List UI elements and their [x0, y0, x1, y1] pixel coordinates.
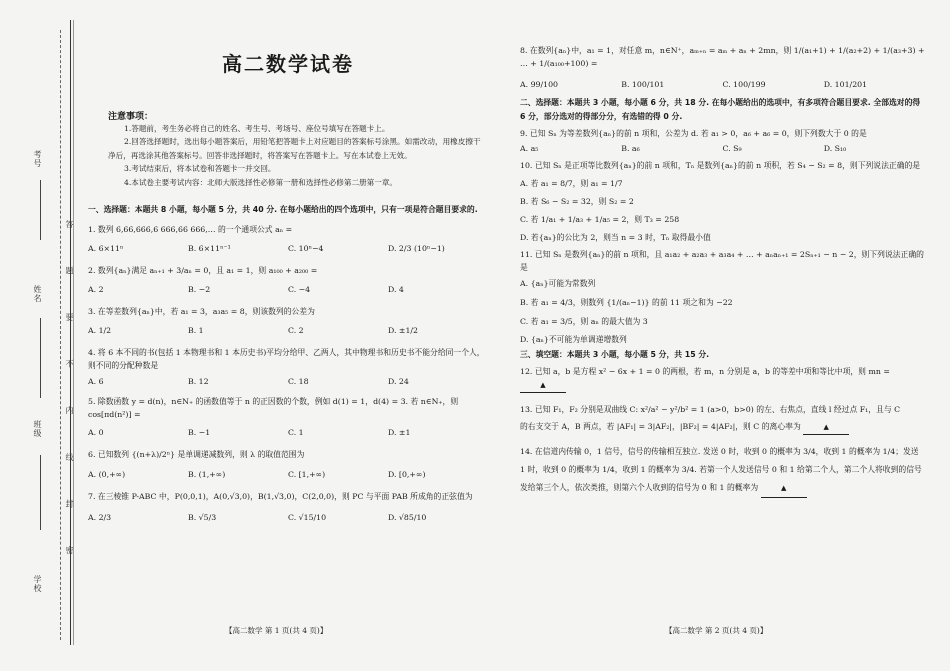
question-4: 4. 将 6 本不同的书(包括 1 本物理书和 1 本历史书)平均分给甲、乙两人，其中物理书和历史书不能分给同一个人，则不同的分配种数是	[88, 348, 485, 371]
option: A. 1/2	[88, 326, 112, 336]
options-4	[88, 375, 488, 389]
question-7: 7. 在三棱锥 P-ABC 中，P(0,0,1)，A(0,√3,0)，B(1,√3,0)，C(2,0,0)，则 PC 与平面 PAB 所成角的正弦值为	[88, 492, 473, 502]
options-2	[88, 283, 488, 297]
option: A. a₅	[520, 144, 539, 153]
option: B. −1	[188, 428, 211, 438]
option: C. 2	[288, 326, 304, 336]
page-footer-2: 【高二数学 第 2 页(共 4 页)】	[665, 626, 768, 635]
option: C. S₉	[722, 144, 742, 153]
side-label-xingming: 姓名	[33, 285, 42, 303]
options-7	[88, 511, 488, 525]
option: D. 4	[388, 285, 404, 295]
note-item: 3.考试结束后，将本试卷和答题卡一并交回。	[124, 164, 276, 174]
options-5	[88, 426, 488, 440]
option: D. 101/201	[823, 80, 868, 89]
option: C. 若 1/a₁ + 1/a₃ + 1/a₅ = 2，则 T₃ = 258	[520, 215, 680, 224]
option: C. 1	[288, 428, 304, 438]
option: B. √5/3	[188, 513, 217, 523]
option: D. 2/3 (10ⁿ−1)	[388, 244, 445, 254]
option: B. −2	[188, 285, 211, 295]
answer-blank: ▲	[803, 421, 849, 435]
question-8: 8. 在数列{aₙ}中，a₁ = 1，对任意 m，n∈N⁺，aₘ₊ₙ = aₘ + aₙ + 2mn，则 1/(a₁+1) + 1/(a₂+2) + 1/(a₃+3) + … + 1/(a₁₀₀+100) =	[520, 46, 925, 68]
page-footer-1: 【高二数学 第 1 页(共 4 页)】	[225, 626, 328, 635]
option: D. 24	[388, 377, 409, 387]
left-column	[88, 20, 488, 525]
option: A. 6	[88, 377, 104, 387]
option: B. 1	[188, 326, 204, 336]
options-8	[520, 78, 925, 92]
question-13	[520, 403, 925, 416]
right-column	[520, 20, 925, 498]
question-14-text: 14. 在信道内传输 0，1 信号，信号的传输相互独立. 发送 0 时，收到 0 的概率为 3/4，收到 1 的概率为 1/4；发送 1 时，收到 0 的概率为 1/4，收到 1 的概率为 3/4. 若第一个人发送信号 0 和 1 给第二个人，第二个人将收到的信号发给第三个人，依次类推，则第六个人收到的信号为 0 和 1 的概率为	[520, 447, 922, 492]
option: D. {aₙ}不可能为单调递增数列	[520, 335, 627, 344]
option: A. {aₙ}可能为常数列	[520, 279, 596, 288]
option: C. 10ⁿ−4	[288, 244, 324, 254]
option: B. a₆	[621, 144, 640, 153]
option: D. ±1	[388, 428, 411, 438]
answer-blank: ▲	[520, 379, 566, 393]
option: C. 若 a₁ = 3/5，则 aₙ 的最大值为 3	[520, 317, 648, 326]
option: A. 若 a₁ = 8/7，则 a₁ = 1/7	[520, 179, 623, 188]
option: D. √85/10	[388, 513, 427, 523]
section-heading-1: 一、选择题：本题共 8 小题，每小题 5 分，共 40 分. 在每小题给出的四个选项中，只有一项是符合题目要求的.	[88, 205, 478, 215]
question-10: 10. 已知 Sₙ 是正项等比数列{aₙ}的前 n 项和，Tₙ 是数列{aₙ}的前 n 项积，若 S₄ − S₂ = 8，则下列说法正确的是	[520, 161, 921, 170]
options-3	[88, 324, 488, 338]
question-11: 11. 已知 Sₙ 是数列{aₙ}的前 n 项和，且 a₁a₂ + a₂a₃ + a₃a₄ + … + aₙaₙ₊₁ = 2Sₙ₊₁ − n − 2，则下列说法正确的是	[520, 250, 924, 272]
side-label-kaohao: 考号	[33, 150, 42, 168]
notes-heading: 注意事项：	[108, 112, 154, 122]
option: A. 2/3	[88, 513, 112, 523]
question-14	[520, 443, 925, 498]
question-9: 9. 已知 Sₙ 为等差数列{aₙ}的前 n 项和，公差为 d. 若 a₁ > 0，a₆ + a₆ = 0，则下列数大于 0 的是	[520, 129, 867, 138]
question-1: 1. 数列 6,66,666,6 666,66 666,… 的一个通项公式 aₙ =	[88, 225, 293, 235]
option: C. 18	[288, 377, 309, 387]
question-13-text: 13. 已知 F₁，F₂ 分别是双曲线 C: x²/a² − y²/b² = 1 (a>0，b>0) 的左、右焦点，直线 l 经过点 F₁，且与 C	[520, 405, 901, 414]
note-item: 2.回答选择题时，选出每小题答案后，用铅笔把答题卡上对应题目的答案标号涂黑。如需改动，用橡皮擦干净后，再选涂其他答案标号。回答非选择题时，将答案写在答题卡上。写在本试卷上无效。	[108, 137, 481, 160]
question-13-text-cont: 的右支交于 A，B 两点，若 |AF₁| = 3|AF₂|，|BF₂| = 4|AF₂|，则 C 的离心率为	[520, 422, 801, 431]
page-title: 高二数学试卷	[222, 52, 354, 76]
option: B. (1,+∞)	[188, 470, 226, 480]
option: C. √15/10	[288, 513, 327, 523]
option: A. 6×11ⁿ	[88, 244, 124, 254]
option: B. 12	[188, 377, 209, 387]
option: D. 若{aₙ}的公比为 2，则当 n = 3 时，Tₙ 取得最小值	[520, 233, 711, 242]
options-6	[88, 468, 488, 482]
section-heading-3: 三、填空题：本题共 3 小题，每小题 5 分，共 15 分.	[520, 350, 710, 359]
question-6: 6. 已知数列 {(n+λ)/2ⁿ} 是单调递减数列，则 λ 的取值范围为	[88, 450, 305, 460]
option: A. 0	[88, 428, 104, 438]
option: C. −4	[288, 285, 311, 295]
options-9	[520, 142, 925, 156]
section-heading-2: 二、选择题：本题共 3 小题，每小题 6 分，共 18 分. 在每小题给出的选项中，有多项符合题目要求. 全部选对的得 6 分，部分选对的得部分分，有选错的得 0 分.	[520, 98, 921, 121]
question-3: 3. 在等差数列{aₙ}中，若 a₁ = 3，a₃a₅ = 8，则该数列的公差为	[88, 307, 315, 317]
option: B. 若 S₆ − S₂ = 32，则 S₂ = 2	[520, 197, 634, 206]
answer-blank: ▲	[761, 479, 807, 498]
option: C. [1,+∞)	[288, 470, 326, 480]
seal-dashed-line	[60, 30, 61, 640]
option: B. 若 a₁ = 4/3，则数列 {1/(aₙ−1)} 的前 11 项之和为 −22	[520, 298, 733, 307]
option: A. 2	[88, 285, 104, 295]
option: D. ±1/2	[388, 326, 419, 336]
side-underline	[40, 318, 41, 398]
side-underline	[40, 180, 41, 240]
note-item: 4.本试卷主要考试内容：北师大版选择性必修第一册和选择性必修第二册第一章。	[124, 177, 398, 187]
option: D. S₁₀	[823, 144, 847, 153]
option: A. 99/100	[520, 80, 559, 89]
options-1	[88, 242, 488, 256]
option: C. 100/199	[722, 80, 766, 89]
question-12	[520, 365, 925, 393]
option: A. (0,+∞)	[88, 470, 126, 480]
question-5: 5. 除数函数 y = d(n)，n∈N₊ 的函数值等于 n 的正因数的个数，例如 d(1) = 1，d(4) = 3. 若 n∈N₊，则 cos[πd(n²)] =	[88, 397, 459, 420]
question-2: 2. 数列{aₙ}满足 aₙ₊₁ + 3/aₙ = 0，且 a₁ = 1，则 a₁₀₀ + a₂₀₀ =	[88, 266, 318, 276]
side-label-xuexiao: 学校	[33, 575, 42, 593]
option: B. 100/101	[621, 80, 665, 89]
option: D. [0,+∞)	[388, 470, 426, 480]
side-label-banji: 班级	[33, 420, 42, 438]
question-12-text: 12. 已知 a，b 是方程 x² − 6x + 1 = 0 的两根，若 m，n 分别是 a，b 的等差中项和等比中项，则 mn =	[520, 367, 890, 376]
question-13-cont	[520, 420, 925, 435]
side-underline	[40, 455, 41, 530]
side-seal-text: 答 题 要 不 内 线 封 密	[65, 220, 74, 572]
note-item: 1.答题前，考生务必将自己的姓名、考生号、考场号、座位号填写在答题卡上。	[124, 124, 390, 133]
option: B. 6×11ⁿ⁻¹	[188, 244, 231, 254]
